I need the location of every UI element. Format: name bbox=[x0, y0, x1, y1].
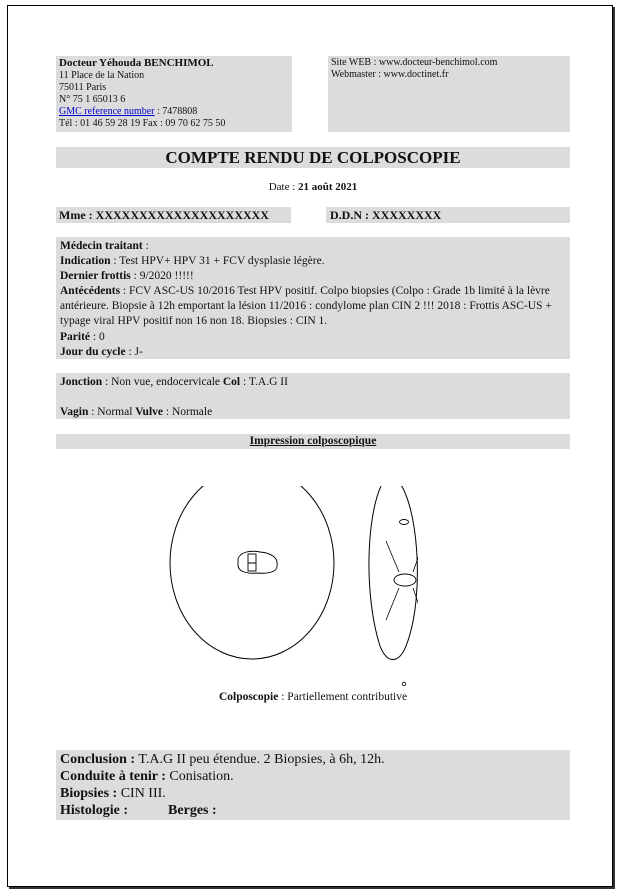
colposcopy-diagram bbox=[168, 486, 418, 686]
webmaster-line: Webmaster : www.doctinet.fr bbox=[331, 69, 449, 80]
vagin-vulve-line: Vagin : Normal Vulve : Normale bbox=[60, 406, 213, 418]
dernier-frottis-line: Dernier frottis : 9/2020 !!!!! bbox=[60, 270, 194, 283]
vagina-drawing bbox=[369, 486, 418, 686]
jour-cycle-line: Jour du cycle : J- bbox=[60, 345, 143, 358]
patient-birthdate: D.D.N : XXXXXXXX bbox=[326, 207, 570, 223]
spacer bbox=[60, 390, 566, 405]
doctor-address: 11 Place de la Nation bbox=[59, 70, 145, 81]
antecedents-line: Antécédents : FCV ASC-US 10/2016 Test HPV positif. Colpo biopsies (Colpo : Grade 1b limité à la lèvre antérieure. Biopsie à 12h emportant la lésion 11/2016 : condylome plan CIN 2 !!! 2018 : Frottis ASC-US + typage viral HPV positif non 16 non 18. Biopsies : CIN 1. bbox=[60, 285, 552, 328]
conclusion-block bbox=[56, 750, 570, 820]
colposcopie-result: Colposcopie : Partiellement contributive bbox=[218, 691, 408, 703]
berges-label: Berges : bbox=[168, 803, 217, 818]
conclusion-line: Conclusion : T.A.G II peu étendue. 2 Biopsies, à 6h, 12h. bbox=[60, 752, 385, 767]
report-date: Date : 21 août 2021 bbox=[268, 181, 358, 193]
doctor-number: N° 75 1 65013 6 bbox=[59, 94, 126, 105]
medecin-traitant-line: Médecin traitant : bbox=[60, 240, 149, 252]
website-line: Site WEB : www.docteur-benchimol.com bbox=[331, 57, 498, 68]
patient-name: Mme : XXXXXXXXXXXXXXXXXXXX bbox=[56, 207, 291, 223]
doctor-name: Docteur Yéhouda BENCHIMOL bbox=[59, 57, 214, 69]
biopsies-line: Biopsies : CIN III. bbox=[60, 786, 166, 801]
report-page bbox=[7, 5, 613, 887]
conduite-line: Conduite à tenir : Conisation. bbox=[60, 769, 234, 784]
histologie-line: Histologie : Berges : bbox=[60, 803, 217, 818]
medical-history-block bbox=[56, 237, 570, 359]
jonction-col-line: Jonction : Non vue, endocervicale Col : T.A.G II bbox=[60, 376, 288, 388]
gmc-line: GMC reference number : 7478808 bbox=[59, 106, 198, 117]
indication-line: Indication : Test HPV+ HPV 31 + FCV dysplasie légère. bbox=[60, 255, 325, 268]
report-title: COMPTE RENDU DE COLPOSCOPIE bbox=[56, 147, 570, 168]
exam-findings-block bbox=[56, 373, 570, 419]
website-info-block bbox=[328, 56, 570, 132]
doctor-phone-fax: Tél : 01 46 59 28 19 Fax : 09 70 62 75 50 bbox=[59, 118, 226, 129]
doctor-city: 75011 Paris bbox=[59, 82, 107, 93]
impression-heading: Impression colposcopique bbox=[56, 434, 570, 449]
gmc-reference-link[interactable]: GMC reference number bbox=[59, 106, 155, 117]
cervix-drawing bbox=[170, 486, 334, 659]
parite-line: Parité : 0 bbox=[60, 330, 105, 343]
doctor-info-block bbox=[56, 56, 292, 132]
